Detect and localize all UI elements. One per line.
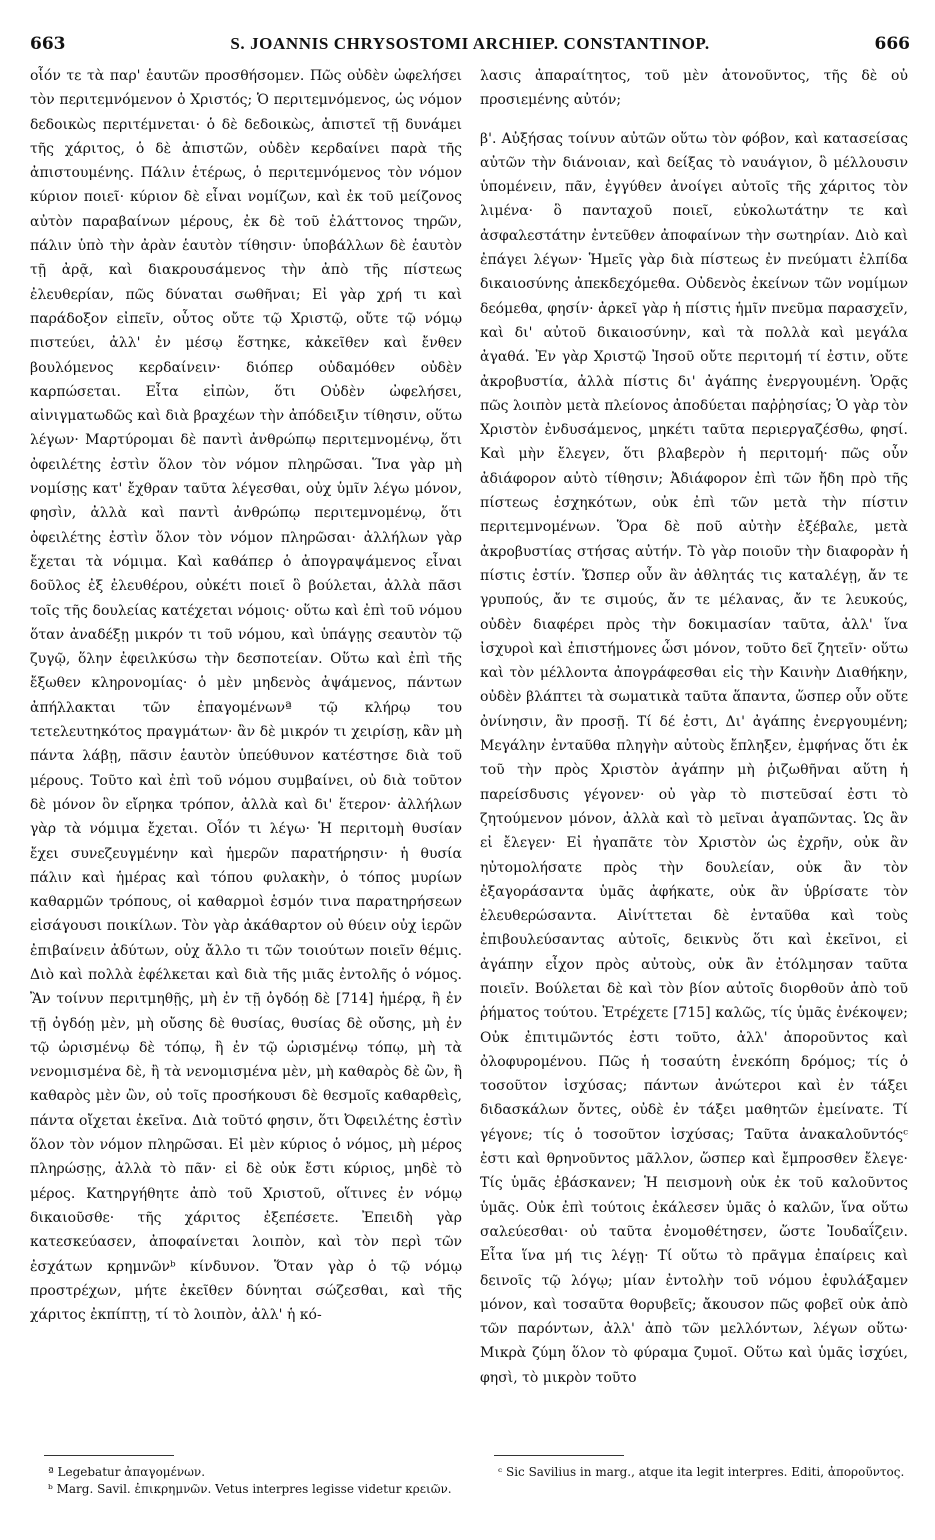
page-number-left: 663: [30, 34, 66, 54]
footnote: ᵇ Marg. Savil. ἐπικρημνῶν. Vetus interpres legisse videtur κρειῶν.: [48, 1482, 452, 1496]
footnote-rule-right: [494, 1455, 624, 1456]
right-column: [480, 64, 908, 1390]
page-number-right: 666: [874, 34, 910, 54]
footnote-rule-left: [44, 1455, 174, 1456]
footnote: ª Legebatur ἀπαγομένων.: [48, 1465, 206, 1479]
footnote: ᶜ Sic Savilius in marg., atque ita legit interpres. Editi, ἀποροῦντος.: [498, 1465, 905, 1479]
paragraph: οἷόν τε τὰ παρ' ἑαυτῶν προσθήσομεν. Πῶς οὐδὲν ὠφελήσει τὸν περιτεμνόμενον ὁ Χριστός; Ὁ περιτεμνόμενος, ὡς νόμον δεδοικὼς περιτέμνεται· ὁ δὲ δεδοικὼς, ἀπιστεῖ τῇ δυνάμει τῆς χάριτος, ὁ δὲ ἀπιστῶν, οὐδὲν κερδαίνει παρὰ τῆς ἀπιστουμένης. Πάλιν ἑτέρως, ὁ περιτεμνόμενος τὸν νόμον κύριον ποιεῖ· κύριον δὲ εἶναι νομίζων, καὶ ἐκ τοῦ μείζονος αὐτὸν παραβαίνων μέρους, ἐκ δὲ τοῦ ἐλάττονος τηρῶν, πάλιν ὑπὸ τὴν ἀρὰν ἑαυτὸν τίθησιν· ὑποβάλλων δὲ ἑαυτὸν τῇ ἀρᾷ, καὶ διακρουσάμενος τὴν ἀπὸ τῆς πίστεως ἐλευθερίαν, πῶς δύναται σωθῆναι; Εἰ γὰρ χρή τι καὶ παράδοξον εἰπεῖν, οὗτος οὔτε τῷ Χριστῷ, οὔτε τῷ νόμῳ πιστεύει, ἀλλ' ἐν μέσῳ ἕστηκε, κἀκεῖθεν καὶ ἔνθεν βουλόμενος κερδαίνειν· διόπερ οὐδαμόθεν οὐδὲν καρπώσεται. Εἶτα εἰπὼν, ὅτι Οὐδὲν ὠφελήσει, αἰνιγματωδῶς καὶ διὰ βραχέων τὴν ἀπόδειξιν τίθησιν, οὕτω λέγων· Μαρτύρομαι δὲ παντὶ ἀνθρώπῳ περιτεμνομένῳ, ὅτι ὀφειλέτης ἐστὶν ὅλον τὸν νόμον πληρῶσαι. Ἵνα γὰρ μὴ νομίσῃς κατ' ἔχθραν ταῦτα λέγεσθαι, οὐχ ὑμῖν λέγω μόνον, φησὶν, ἀλλὰ καὶ παντὶ ἀνθρώπῳ περιτεμνομένῳ, ὅτι ὀφειλέτης ἐστὶν ὅλον τὸν νόμον πληρῶσαι· ἀλλήλων γὰρ ἔχεται τὰ νόμιμα. Καὶ καθάπερ ὁ ἀπογραψάμενος εἶναι δοῦλος ἐξ ἐλευθέρου, οὐκέτι ποιεῖ ὃ βούλεται, ἀλλὰ πᾶσι τοῖς τῆς δουλείας κατέχεται νόμοις· οὕτω καὶ ἐπὶ τοῦ νόμου ὅταν ἀναδέξῃ μικρόν τι τοῦ νόμου, καὶ ὑπάγῃς σεαυτὸν τῷ ζυγῷ, ὅλην ἐφειλκύσω τὴν δεσποτείαν. Οὕτω καὶ ἐπὶ τῆς ἔξωθεν κληρονομίας· ὁ μὲν μηδενὸς ἀψάμενος, πάντων ἀπήλλακται τῶν ἐπαγομένωνª τῷ κλήρῳ του τετελευτηκότος πραγμάτων· ἂν δὲ μικρόν τι χειρίσῃ, κἂν μὴ πάντα λάβῃ, πᾶσιν ἑαυτὸν ὑπεύθυνον κατέστησε διὰ τοῦ μέρους. Τοῦτο καὶ ἐπὶ τοῦ νόμου συμβαίνει, οὐ διὰ τοῦτον δὲ μόνον ὃν εἴρηκα τρόπον, ἀλλὰ καὶ δι' ἕτερον· ἀλλήλων γὰρ τὰ νόμιμα ἔχεται. Οἷόν τι λέγω· Ἡ περιτομὴ θυσίαν ἔχει συνεζευγμένην καὶ ἡμερῶν παρατήρησιν· ἡ θυσία πάλιν καὶ ἡμέρας καὶ τόπου φυλακὴν, ὁ τόπος μυρίων καθαρμῶν τρόπους, οἱ καθαρμοὶ ἑσμόν τινα παρατηρήσεων εἰσάγουσι ποικίλων. Τὸν γὰρ ἀκάθαρτον οὐ θύειν οὐχ ἱερῶν ἐπιβαίνειν ἀδύτων, οὐχ ἄλλο τι τῶν τοιούτων ποιεῖν θέμις. Διὸ καὶ πολλὰ ἐφέλκεται καὶ διὰ τῆς μιᾶς ἐντολῆς ὁ νόμος. Ἂν τοίνυν περιτμηθῇς, μὴ ἐν τῇ ὀγδόῃ δὲ [714] ἡμέρᾳ, ἢ ἐν τῇ ὀγδόῃ μὲν, μὴ οὔσης δὲ θυσίας, θυσίας δὲ οὔσης, μὴ ἐν τῷ ὡρισμένῳ δὲ τόπῳ, ἢ ἐν τῷ ὡρισμένῳ τόπῳ, μὴ τὰ νενομισμένα δὲ, ἢ τὰ νενομισμένα μὲν, μὴ καθαρὸς δὲ ὢν, ἢ καθαρὸς μὲν ὢν, οὐ τοῖς προσήκουσι δὲ θεσμοῖς καθαρθεὶς, πάντα οἴχεται ἐκεῖνα. Διὰ τοῦτό φησιν, ὅτι Ὀφειλέτης ἐστὶν ὅλον τὸν νόμον πληρῶσαι. Εἰ μὲν κύριος ὁ νόμος, μὴ μέρος πληρώσῃς, ἀλλὰ τὸ πᾶν· εἰ δὲ οὐκ ἔστι κύριος, μηδὲ τὸ μέρος. Κατηργήθητε ἀπὸ τοῦ Χριστοῦ, οἵτινες ἐν νόμῳ δικαιοῦσθε· τῆς χάριτος ἐξεπέσετε. Ἐπειδὴ γὰρ κατεσκεύασεν, ἀποφαίνεται λοιπὸν, καὶ τὸν περὶ τῶν ἐσχάτων κρημνῶνᵇ κίνδυνον. Ὅταν γὰρ ὁ τῷ νόμῳ προστρέχων, μήτε ἐκεῖθεν δύνηται σώζεσθαι, καὶ τῆς χάριτος ἐκπίπτῃ, τί τὸ λοιπὸν, ἀλλ' ἡ κό-: [30, 68, 462, 1324]
paragraph: λασις ἀπαραίτητος, τοῦ μὲν ἀτονοῦντος, τῆς δὲ οὐ προσιεμένης αὐτόν;: [480, 68, 908, 109]
footnotes-left: [48, 1464, 458, 1498]
paragraph: β'. Αὐξήσας τοίνυν αὐτῶν οὕτω τὸν φόβον, καὶ κατασείσας αὐτῶν τὴν διάνοιαν, καὶ δείξας τὸ ναυάγιον, ὃ μέλλουσιν ὑπομένειν, πᾶν, ἐγγύθεν ἀνοίγει αὐτοῖς τῆς χάριτος τὸν λιμένα· ὃ πανταχοῦ ποιεῖ, εὐκολωτάτην τε καὶ ἀσφαλεστάτην ἐντεῦθεν ἀποφαίνων τὴν σωτηρίαν. Διὸ καὶ ἐπάγει λέγων· Ἡμεῖς γὰρ διὰ πίστεως ἐν πνεύματι ἐλπίδα δικαιοσύνης ἀπεκδεχόμεθα. Οὐδενὸς ἐκείνων τῶν νομίμων δεόμεθα, φησίν· ἀρκεῖ γὰρ ἡ πίστις ἡμῖν πνεῦμα παρασχεῖν, καὶ δι' αὐτοῦ δικαιοσύνην, καὶ τὰ πολλὰ καὶ μεγάλα ἀγαθά. Ἐν γὰρ Χριστῷ Ἰησοῦ οὔτε περιτομή τί ἐστιν, οὔτε ἀκροβυστία, ἀλλὰ πίστις δι' ἀγάπης ἐνεργουμένη. Ὁρᾷς πῶς λοιπὸν μετὰ πλείονος ἀποδύεται παῤῥησίας; Ὁ γὰρ τὸν Χριστὸν ἐνδυσάμενος, μηκέτι ταῦτα περιεργαζέσθω, φησί. Καὶ μὴν ἔλεγεν, ὅτι βλαβερὸν ἡ περιτομή· πῶς οὖν ἀδιάφορον αὐτὸ τίθησιν; Ἀδιάφορον ἐπὶ τῶν ἤδη πρὸ τῆς πίστεως ἐσχηκότων, οὐκ ἐπὶ τῶν μετὰ τὴν πίστιν περιτεμνομένων. Ὅρα δὲ ποῦ αὐτὴν ἐξέβαλε, μετὰ ἀκροβυστίας στήσας αὐτήν. Τὸ γὰρ ποιοῦν τὴν διαφορὰν ἡ πίστις ἐστίν. Ὥσπερ οὖν ἂν ἀθλητάς τις καταλέγῃ, ἄν τε γρυπούς, ἄν τε σιμούς, ἄν τε μέλανας, ἄν τε λευκούς, οὐδὲν διαφέρει πρὸς τὴν δοκιμασίαν ταῦτα, ἀλλ' ἵνα ἰσχυροὶ καὶ ἐπιστήμονες ὦσι μόνον, τοῦτο δεῖ ζητεῖν· οὕτω καὶ τὸν μέλλοντα ἀπογράφεσθαι εἰς τὴν Καινὴν Διαθήκην, οὐδὲν βλάπτει τὰ σωματικὰ ταῦτα ἅπαντα, ὥσπερ οὖν οὔτε ὀνίνησιν, ἂν προσῇ. Τί δέ ἐστι, Δι' ἀγάπης ἐνεργουμένη; Μεγάλην ἐνταῦθα πληγὴν αὐτοὺς ἔπληξεν, ἐμφήνας ὅτι ἐκ τοῦ τὴν πρὸς Χριστὸν ἀγάπην μὴ ῥιζωθῆναι αὕτη ἡ παρείσδυσις γέγονεν· οὐ γὰρ τὸ πιστεῦσαί ἐστι τὸ ζητούμενον μόνον, ἀλλὰ καὶ τὸ μεῖναι ἀγαπῶντας. Ὡς ἂν εἰ ἔλεγεν· Εἰ ἠγαπᾶτε τὸν Χριστὸν ὡς ἐχρῆν, οὐκ ἂν ηὐτομολήσατε πρὸς τὴν δουλείαν, οὐκ ἂν τὸν ἐξαγοράσαντα ὑμᾶς ἀφήκατε, οὐκ ἂν ὑβρίσατε τὸν ἐλευθερώσαντα. Αἰνίττεται δὲ ἐνταῦθα καὶ τοὺς ἐπιβουλεύσαντας αὐτοῖς, δεικνὺς ὅτι καὶ ἐκεῖνοι, εἰ ἀγάπην εἶχον πρὸς αὐτοὺς, οὐκ ἂν ἐτόλμησαν ταῦτα ποιεῖν. Βούλεται δὲ καὶ τὸν βίον αὐτοῖς διορθοῦν ἀπὸ τοῦ ῥήματος τούτου. Ἐτρέχετε [715] καλῶς, τίς ὑμᾶς ἐνέκοψεν; Οὐκ ἐπιτιμῶντός ἐστι τοῦτο, ἀλλ' ἀποροῦντος καὶ ὀλοφυρομένου. Πῶς ἡ τοσαύτη ἐνεκόπη δρόμος; τίς ὁ τοσοῦτον ἰσχύσας; πάντων ἀνώτεροι καὶ ἐν τάξει διδασκάλων ὄντες, οὐδὲ ἐν τάξει μαθητῶν ἐμείνατε. Τί γέγονε; τίς ὁ τοσοῦτον ἰσχύσας; Ταῦτα ἀνακαλοῦντόςᶜ ἐστι καὶ θρηνοῦντος μᾶλλον, ὥσπερ καὶ ἔμπροσθεν ἔλεγε· Τίς ὑμᾶς ἐβάσκανεν; Ἡ πεισμονὴ οὐκ ἐκ τοῦ καλοῦντος ὑμᾶς. Οὐκ ἐπὶ τούτοις ἐκάλεσεν ὑμᾶς ὁ καλῶν, ἵνα οὕτω σαλεύεσθαι· οὐ ταῦτα ἐνομοθέτησεν, ὥστε Ἰουδαΐζειν. Εἶτα ἵνα μή τις λέγῃ· Τί οὕτω τὸ πρᾶγμα ἐπαίρεις καὶ δεινοῖς τῷ λόγῳ; μίαν ἐντολὴν τοῦ νόμου ἐφυλάξαμεν μόνον, καὶ τοσαῦτα θορυβεῖς; ἄκουσον πῶς φοβεῖ οὐκ ἀπὸ τῶν παρόντων, ἀλλ' ἀπὸ τῶν μελλόντων, λέγων οὕτω· Μικρὰ ζύμη ὅλον τὸ φύραμα ζυμοῖ. Οὕτω καὶ ὑμᾶς ἰσχύει, φησὶ, τὸ μικρὸν τοῦτο: [480, 130, 908, 1386]
running-title: S. JOANNIS CHRYSOSTOMI ARCHIEP. CONSTANTINOP.: [230, 34, 710, 53]
running-header: [30, 34, 910, 64]
footnotes-right: [498, 1464, 908, 1481]
left-column: [30, 64, 462, 1327]
